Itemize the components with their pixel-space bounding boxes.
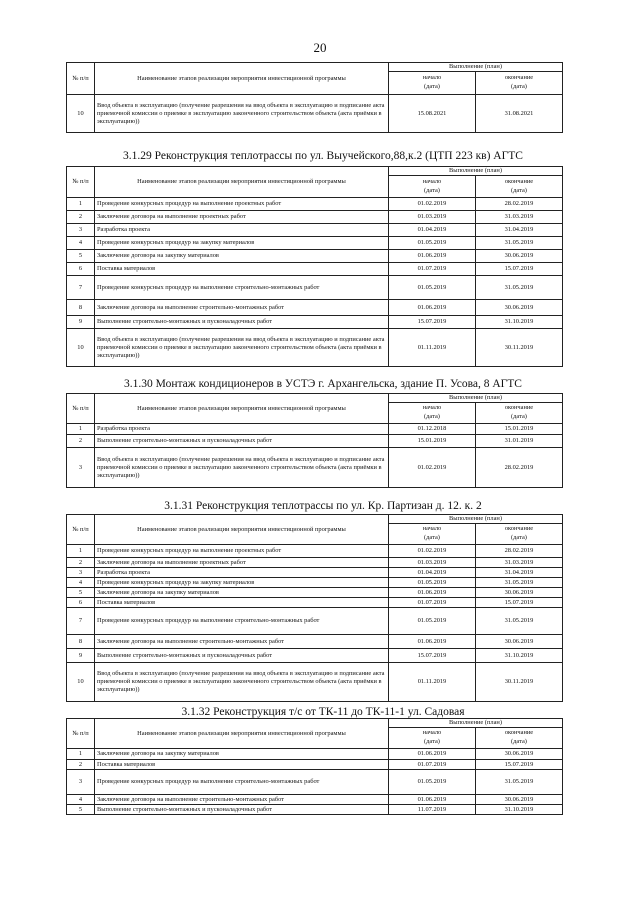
page-number: 20 (313, 40, 327, 55)
row-start-date: 01.07.2019 (389, 760, 476, 770)
row-stage-name: Ввод объекта в эксплуатацию (получение разрешения на ввод объекта в эксплуатацию и подписание акта приемочной комиссии о приемке в эксплуатацию законченного строительством объекта (акта приёмки в эксплуатацию)) (95, 448, 389, 488)
row-start-date: 01.05.2019 (389, 276, 476, 300)
table-row (67, 448, 563, 488)
table-row (67, 568, 563, 578)
row-start-date: 01.07.2019 (389, 263, 476, 276)
row-start-date: 01.04.2019 (389, 224, 476, 237)
header-number: № п/п (67, 515, 95, 545)
row-end-date: 31.05.2019 (476, 578, 563, 588)
table-row (67, 250, 563, 263)
section-title: 3.1.29 Реконструкция теплотрассы по ул. Выучейского,88,к.2 (ЦТП 223 кв) АГТС (123, 150, 523, 162)
row-number: 2 (67, 211, 95, 224)
header-stage-name: Наименование этапов реализации мероприятия инвестиционной программы (95, 394, 389, 424)
table-row (67, 316, 563, 329)
row-start-date: 01.03.2019 (389, 558, 476, 568)
table-row (67, 329, 563, 367)
row-number: 3 (67, 224, 95, 237)
row-end-date: 31.05.2019 (476, 237, 563, 250)
row-start-date: 01.06.2019 (389, 635, 476, 649)
section-title: 3.1.30 Монтаж кондиционеров в УСТЭ г. Архангельска, здание П. Усова, 8 АГТС (124, 378, 522, 390)
row-stage-name: Выполнение строительно-монтажных и пусконаладочных работ (95, 805, 389, 815)
row-number: 7 (67, 276, 95, 300)
row-end-date: 30.06.2019 (476, 250, 563, 263)
row-stage-name: Заключение договора на выполнение строительно-монтажных работ (95, 635, 389, 649)
table-row (67, 263, 563, 276)
row-start-date: 11.07.2019 (389, 805, 476, 815)
table-row (67, 795, 563, 805)
header-end: окончание (дата) (476, 176, 563, 198)
header-number: № п/п (67, 63, 95, 95)
row-stage-name: Проведение конкурсных процедур на закупку материалов (95, 237, 389, 250)
row-number: 10 (67, 663, 95, 702)
row-number: 6 (67, 598, 95, 608)
table-row (67, 749, 563, 760)
table-row (67, 663, 563, 702)
row-number: 9 (67, 316, 95, 329)
row-end-date: 31.05.2019 (476, 276, 563, 300)
row-end-date: 30.11.2019 (476, 663, 563, 702)
table-row (67, 198, 563, 211)
row-number: 6 (67, 263, 95, 276)
row-start-date: 01.05.2019 (389, 237, 476, 250)
row-start-date: 01.02.2019 (389, 198, 476, 211)
row-number: 4 (67, 795, 95, 805)
table-row (67, 545, 563, 558)
header-execution: Выполнение (план) (389, 515, 563, 524)
table-row (67, 598, 563, 608)
row-start-date: 01.05.2019 (389, 608, 476, 635)
row-stage-name: Выполнение строительно-монтажных и пусконаладочных работ (95, 649, 389, 663)
header-execution: Выполнение (план) (389, 167, 563, 176)
table-row (67, 770, 563, 795)
row-number: 4 (67, 578, 95, 588)
row-stage-name: Заключение договора на закупку материалов (95, 250, 389, 263)
row-start-date: 01.03.2019 (389, 211, 476, 224)
header-end: окончание (дата) (476, 403, 563, 424)
schedule-table (66, 718, 563, 815)
row-number: 2 (67, 558, 95, 568)
header-start: начало (дата) (389, 72, 476, 95)
row-end-date: 15.07.2019 (476, 598, 563, 608)
row-end-date: 31.01.2019 (476, 435, 563, 448)
table-row (67, 635, 563, 649)
row-end-date: 30.06.2019 (476, 795, 563, 805)
table-row (67, 224, 563, 237)
row-start-date: 01.06.2019 (389, 300, 476, 316)
header-stage-name: Наименование этапов реализации мероприятия инвестиционной программы (95, 63, 389, 95)
header-number: № п/п (67, 719, 95, 749)
row-stage-name: Разработка проекта (95, 224, 389, 237)
row-start-date: 01.06.2019 (389, 250, 476, 263)
header-end: окончание (дата) (476, 728, 563, 749)
row-start-date: 01.02.2019 (389, 448, 476, 488)
row-stage-name: Поставка материалов (95, 760, 389, 770)
schedule-table (66, 393, 563, 488)
header-start: начало (дата) (389, 524, 476, 545)
row-end-date: 30.06.2019 (476, 749, 563, 760)
row-stage-name: Проведение конкурсных процедур на выполнение проектных работ (95, 545, 389, 558)
row-stage-name: Заключение договора на выполнение строительно-монтажных работ (95, 795, 389, 805)
header-end: окончание (дата) (476, 524, 563, 545)
table-row (67, 237, 563, 250)
header-execution: Выполнение (план) (389, 719, 563, 728)
row-start-date: 01.07.2019 (389, 598, 476, 608)
row-number: 3 (67, 568, 95, 578)
row-start-date: 15.07.2019 (389, 316, 476, 329)
row-stage-name: Заключение договора на выполнение проектных работ (95, 558, 389, 568)
table-row (67, 424, 563, 435)
row-end-date: 30.06.2019 (476, 300, 563, 316)
row-start-date: 01.05.2019 (389, 578, 476, 588)
table-row (67, 95, 563, 133)
row-end-date: 31.04.2019 (476, 224, 563, 237)
row-number: 5 (67, 588, 95, 598)
row-stage-name: Ввод объекта в эксплуатацию (получение разрешения на ввод объекта в эксплуатацию и подписание акта приемочной комиссии о приемке в эксплуатацию законченного строительством объекта (акта приёмки в эксплуатацию)) (95, 329, 389, 367)
row-end-date: 30.06.2019 (476, 635, 563, 649)
table-row (67, 300, 563, 316)
row-number: 4 (67, 237, 95, 250)
row-start-date: 01.06.2019 (389, 795, 476, 805)
table-row (67, 435, 563, 448)
row-number: 2 (67, 760, 95, 770)
row-number: 1 (67, 424, 95, 435)
row-end-date: 15.07.2019 (476, 760, 563, 770)
row-stage-name: Проведение конкурсных процедур на выполнение строительно-монтажных работ (95, 608, 389, 635)
schedule-table (66, 62, 563, 133)
row-number: 8 (67, 635, 95, 649)
table-row (67, 588, 563, 598)
table-row (67, 211, 563, 224)
row-stage-name: Заключение договора на выполнение строительно-монтажных работ (95, 300, 389, 316)
schedule-table (66, 166, 563, 367)
row-end-date: 31.10.2019 (476, 316, 563, 329)
row-start-date: 01.04.2019 (389, 568, 476, 578)
row-start-date: 15.01.2019 (389, 435, 476, 448)
row-stage-name: Разработка проекта (95, 568, 389, 578)
header-stage-name: Наименование этапов реализации мероприятия инвестиционной программы (95, 167, 389, 198)
row-end-date: 31.08.2021 (476, 95, 563, 133)
row-start-date: 01.06.2019 (389, 588, 476, 598)
table-row (67, 558, 563, 568)
row-end-date: 31.10.2019 (476, 805, 563, 815)
row-stage-name: Ввод объекта в эксплуатацию (получение разрешения на ввод объекта в эксплуатацию и подписание акта приемочной комиссии о приемке в эксплуатацию законченного строительством объекта (акта приёмки в эксплуатацию)) (95, 95, 389, 133)
table-row (67, 608, 563, 635)
row-stage-name: Проведение конкурсных процедур на выполнение строительно-монтажных работ (95, 276, 389, 300)
row-number: 5 (67, 805, 95, 815)
row-end-date: 15.01.2019 (476, 424, 563, 435)
table-row (67, 805, 563, 815)
schedule-table (66, 514, 563, 702)
row-stage-name: Выполнение строительно-монтажных и пусконаладочных работ (95, 435, 389, 448)
row-stage-name: Заключение договора на закупку материалов (95, 588, 389, 598)
header-start: начало (дата) (389, 176, 476, 198)
row-stage-name: Выполнение строительно-монтажных и пусконаладочных работ (95, 316, 389, 329)
row-stage-name: Проведение конкурсных процедур на закупку материалов (95, 578, 389, 588)
row-stage-name: Заключение договора на выполнение проектных работ (95, 211, 389, 224)
row-number: 1 (67, 749, 95, 760)
row-end-date: 28.02.2019 (476, 545, 563, 558)
row-stage-name: Проведение конкурсных процедур на выполнение проектных работ (95, 198, 389, 211)
row-stage-name: Проведение конкурсных процедур на выполнение строительно-монтажных работ (95, 770, 389, 795)
header-execution: Выполнение (план) (389, 63, 563, 72)
row-end-date: 15.07.2019 (476, 263, 563, 276)
row-end-date: 30.06.2019 (476, 588, 563, 598)
header-number: № п/п (67, 167, 95, 198)
row-start-date: 01.11.2019 (389, 663, 476, 702)
row-stage-name: Поставка материалов (95, 263, 389, 276)
row-start-date: 01.05.2019 (389, 770, 476, 795)
row-stage-name: Разработка проекта (95, 424, 389, 435)
header-stage-name: Наименование этапов реализации мероприятия инвестиционной программы (95, 515, 389, 545)
header-stage-name: Наименование этапов реализации мероприятия инвестиционной программы (95, 719, 389, 749)
row-number: 2 (67, 435, 95, 448)
row-end-date: 31.03.2019 (476, 558, 563, 568)
row-end-date: 31.05.2019 (476, 608, 563, 635)
row-end-date: 31.10.2019 (476, 649, 563, 663)
table-row (67, 578, 563, 588)
row-number: 8 (67, 300, 95, 316)
row-start-date: 01.06.2019 (389, 749, 476, 760)
row-start-date: 15.07.2019 (389, 649, 476, 663)
header-start: начало (дата) (389, 403, 476, 424)
row-start-date: 15.08.2021 (389, 95, 476, 133)
row-number: 1 (67, 545, 95, 558)
section-title: 3.1.32 Реконструкция т/с от ТК-11 до ТК-11-1 ул. Садовая (181, 706, 465, 718)
header-end: окончание (дата) (476, 72, 563, 95)
row-number: 5 (67, 250, 95, 263)
row-number: 3 (67, 448, 95, 488)
table-row (67, 649, 563, 663)
row-start-date: 01.11.2019 (389, 329, 476, 367)
row-end-date: 28.02.2019 (476, 198, 563, 211)
row-end-date: 28.02.2019 (476, 448, 563, 488)
table-row (67, 276, 563, 300)
header-execution: Выполнение (план) (389, 394, 563, 403)
row-stage-name: Поставка материалов (95, 598, 389, 608)
row-number: 7 (67, 608, 95, 635)
header-number: № п/п (67, 394, 95, 424)
row-stage-name: Заключение договора на закупку материалов (95, 749, 389, 760)
header-start: начало (дата) (389, 728, 476, 749)
section-title: 3.1.31 Реконструкция теплотрассы по ул. Кр. Партизан д. 12. к. 2 (164, 500, 482, 512)
table-row (67, 760, 563, 770)
row-start-date: 01.12.2018 (389, 424, 476, 435)
row-number: 3 (67, 770, 95, 795)
row-end-date: 31.05.2019 (476, 770, 563, 795)
row-number: 1 (67, 198, 95, 211)
row-end-date: 31.03.2019 (476, 211, 563, 224)
row-end-date: 31.04.2019 (476, 568, 563, 578)
row-stage-name: Ввод объекта в эксплуатацию (получение разрешения на ввод объекта в эксплуатацию и подписание акта приемочной комиссии о приемке в эксплуатацию законченного строительством объекта (акта приёмки в эксплуатацию)) (95, 663, 389, 702)
row-number: 10 (67, 329, 95, 367)
row-number: 10 (67, 95, 95, 133)
row-end-date: 30.11.2019 (476, 329, 563, 367)
row-start-date: 01.02.2019 (389, 545, 476, 558)
row-number: 9 (67, 649, 95, 663)
